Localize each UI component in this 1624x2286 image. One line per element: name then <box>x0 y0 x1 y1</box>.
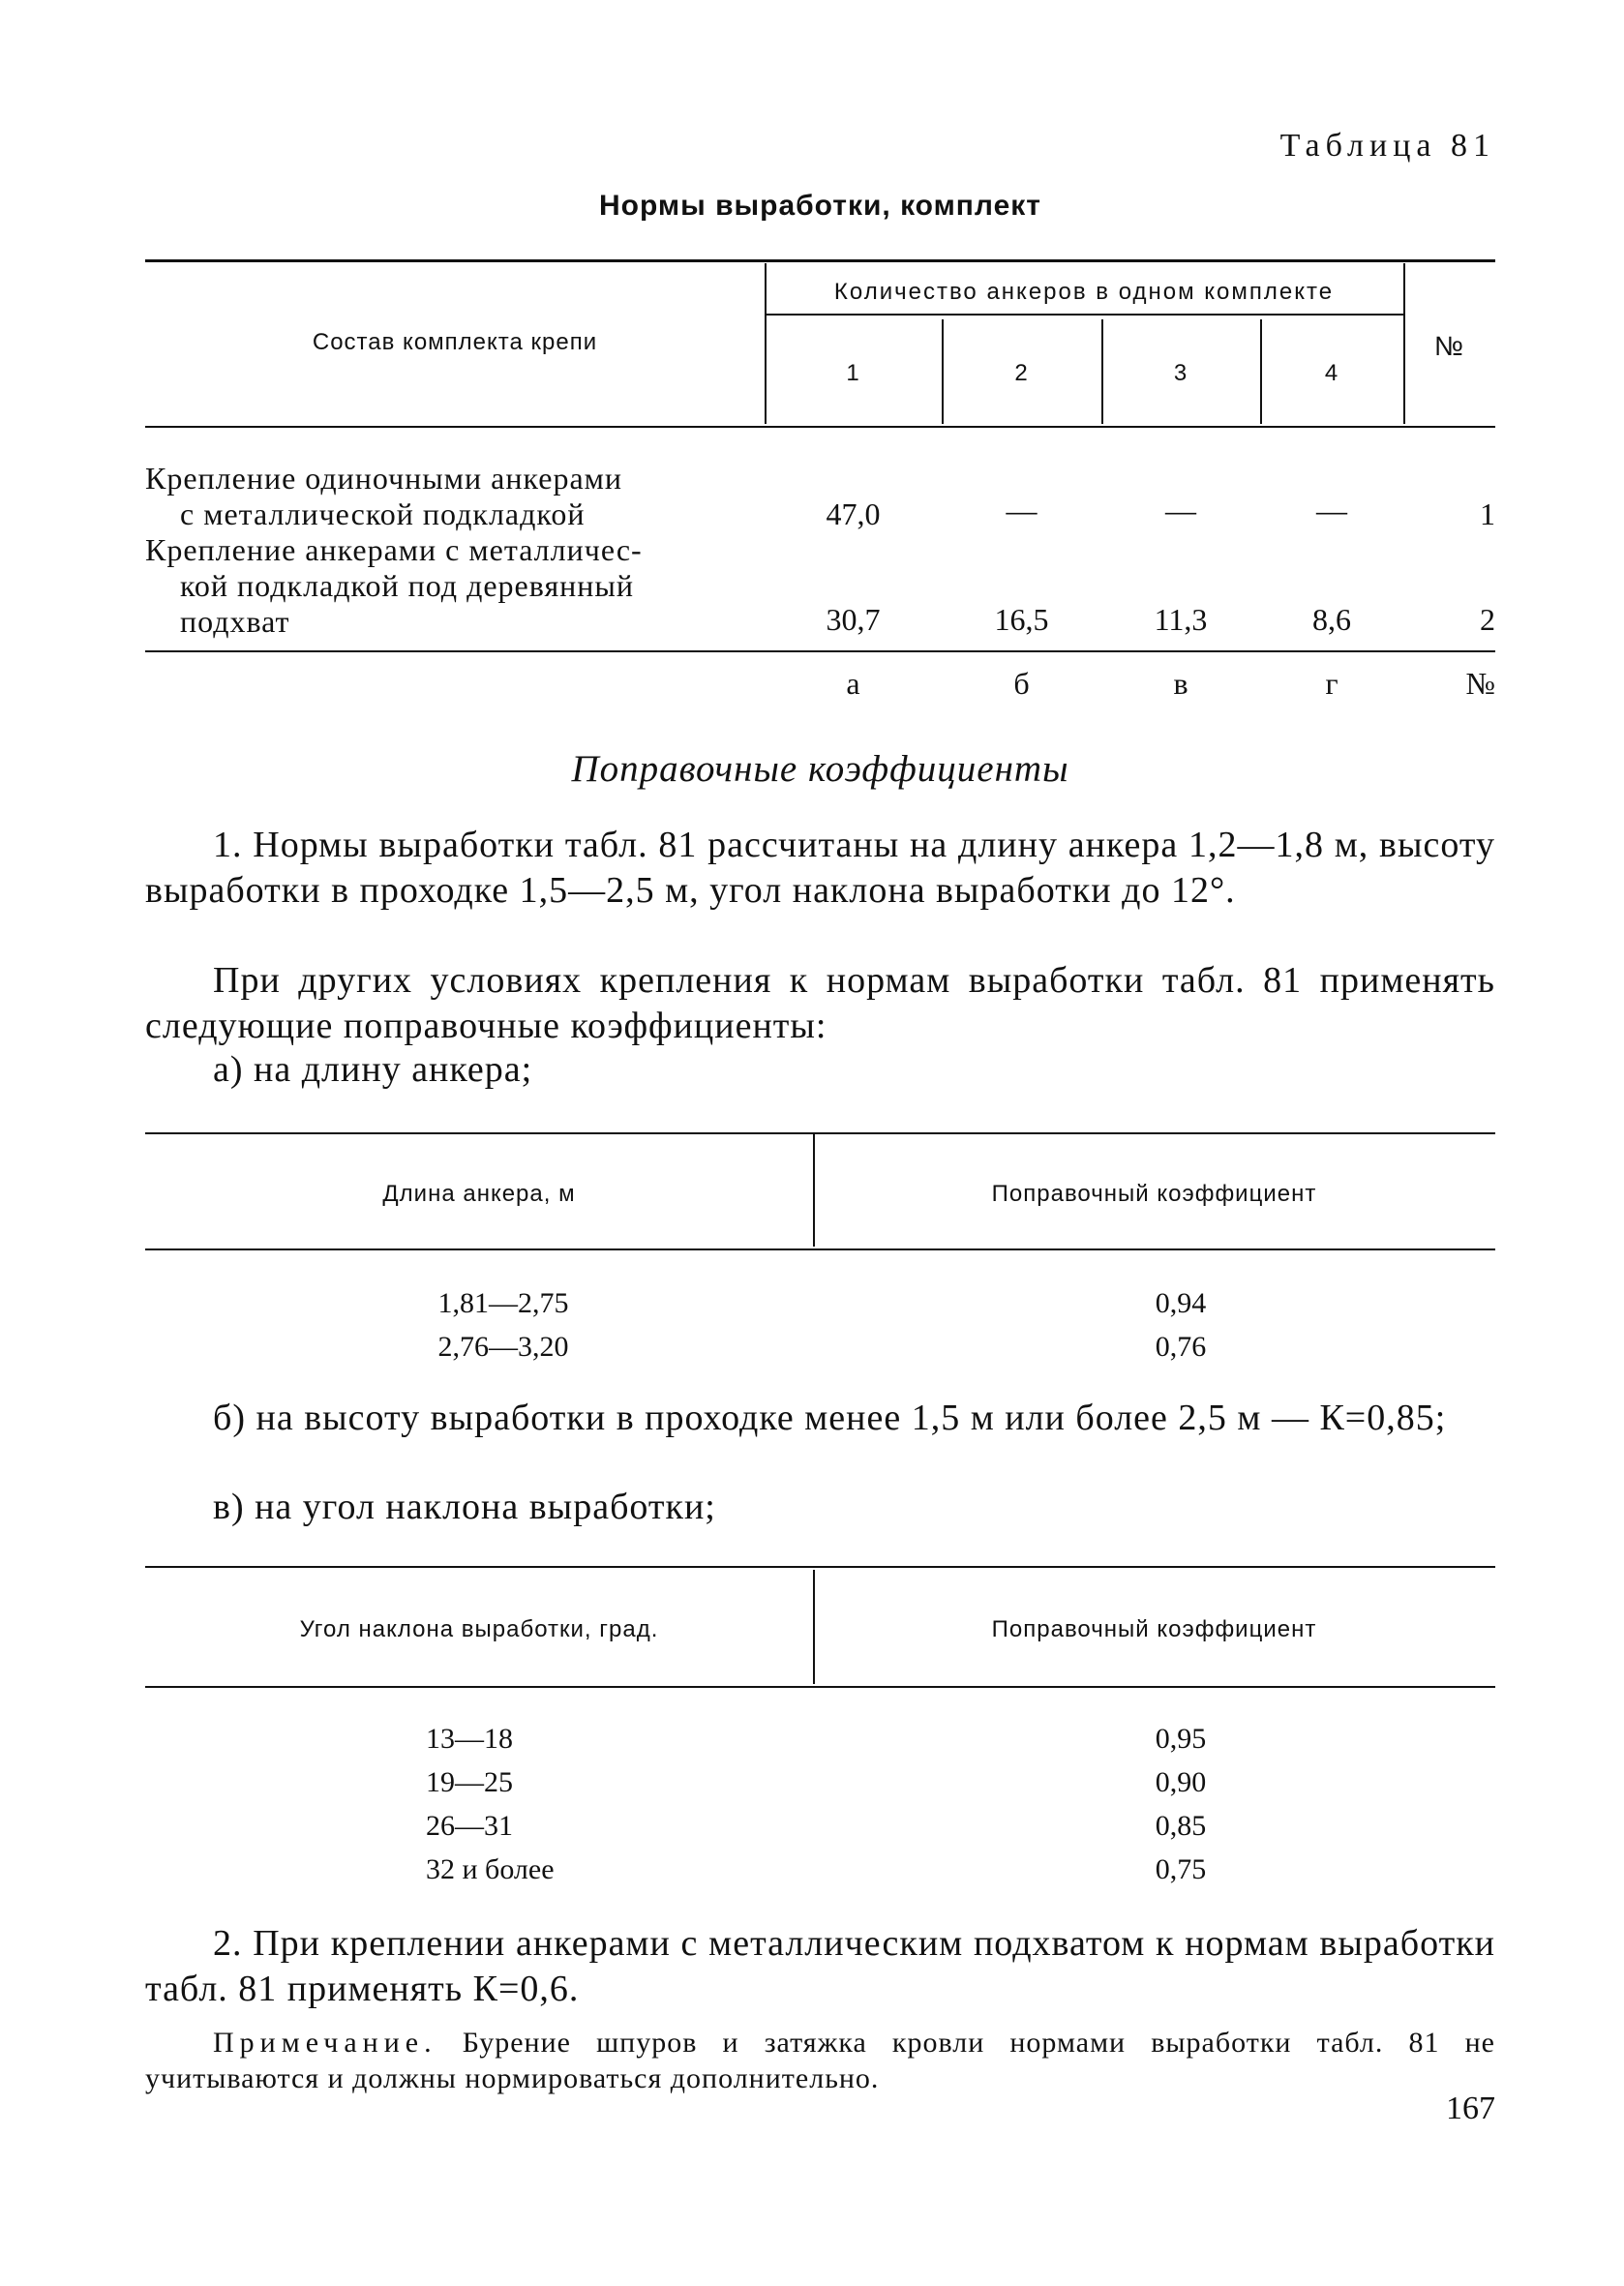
column-letter: б <box>1013 666 1030 701</box>
angle-coef: 0,75 <box>1155 1853 1207 1885</box>
item-a: а) на длину анкера; <box>213 1049 533 1090</box>
table-row-number: 2 <box>1480 602 1495 637</box>
length-table-header-rule <box>145 1248 1495 1250</box>
item-v: в) на угол наклона выработки; <box>213 1487 716 1527</box>
header-count-2: 2 <box>1014 360 1029 386</box>
table-cell: 8,6 <box>1312 602 1351 637</box>
desc-line: с металлической подкладкой <box>180 496 586 531</box>
length-header: Длина анкера, м <box>382 1181 576 1207</box>
table-cell: — <box>1165 493 1196 527</box>
table-title: Нормы выработки, комплект <box>599 190 1041 222</box>
table-row-1-desc <box>145 461 622 532</box>
header-count-3: 3 <box>1173 360 1188 386</box>
table-cell: — <box>1006 493 1038 527</box>
angle-coef: 0,90 <box>1155 1766 1207 1798</box>
length-table-top-rule <box>145 1132 1495 1134</box>
header-count-4: 4 <box>1324 360 1339 386</box>
corrections-heading: Поправочные коэффициенты <box>571 748 1069 790</box>
angle-header: Угол наклона выработки, град. <box>299 1616 659 1642</box>
note-text: Бурение шпуров и затяжка кровли нормами выработки табл. 81 не учитываются и должны нормироваться дополнительно. <box>145 2027 1495 2094</box>
table-cell: 47,0 <box>826 496 881 531</box>
header-number: № <box>1433 331 1465 361</box>
table-row-2-desc <box>145 532 643 640</box>
angle-coef: 0,95 <box>1155 1723 1207 1755</box>
length-range: 2,76—3,20 <box>437 1331 569 1363</box>
angle-table-top-rule <box>145 1566 1495 1568</box>
table-cell: — <box>1316 493 1347 527</box>
column-letter: г <box>1325 666 1338 701</box>
table-cell: 11,3 <box>1154 602 1208 637</box>
angle-range: 13—18 <box>426 1723 513 1755</box>
angle-range: 26—31 <box>426 1810 513 1842</box>
column-letter-number: № <box>1465 666 1495 701</box>
paragraph-1: 1. Нормы выработки табл. 81 рассчитаны на длину анкера 1,2—1,8 м, высоту выработки в проходке 1,5—2,5 м, угол наклона выработки до 12°. <box>145 825 1495 911</box>
desc-line: кой подкладкой под деревянный <box>180 568 635 603</box>
table-top-rule <box>145 259 1495 262</box>
table-header-rule <box>145 426 1495 428</box>
note <box>145 2025 1495 2096</box>
length-coef: 0,76 <box>1155 1331 1207 1363</box>
paragraph-2: При других условиях крепления к нормам выработки табл. 81 применять следующие поправочные коэффициенты: <box>145 960 1495 1046</box>
desc-line: подхват <box>180 604 290 639</box>
table-cell: 30,7 <box>826 602 881 637</box>
table-label: Таблица 81 <box>1279 128 1495 164</box>
item-b: б) на высоту выработки в проходке менее 1,5 м или более 2,5 м — К=0,85; <box>213 1398 1447 1438</box>
page-number: 167 <box>1446 2090 1495 2126</box>
table-cell: 16,5 <box>994 602 1049 637</box>
column-letter: в <box>1173 666 1188 701</box>
angle-range: 32 и более <box>426 1853 555 1885</box>
table-row-number: 1 <box>1480 496 1495 531</box>
table-group-rule <box>765 314 1403 316</box>
table-bottom-rule <box>145 650 1495 652</box>
desc-line: Крепление одиночными анкерами <box>145 461 623 496</box>
length-coef: 0,94 <box>1155 1287 1207 1319</box>
length-range: 1,81—2,75 <box>437 1287 569 1319</box>
desc-line: Крепление анкерами с металличес- <box>145 532 643 567</box>
column-letter: а <box>846 666 860 701</box>
header-count-1: 1 <box>846 360 860 386</box>
header-composition: Состав комплекта крепи <box>312 329 598 355</box>
angle-coef: 0,85 <box>1155 1810 1207 1842</box>
coef-header: Поправочный коэффициент <box>991 1181 1317 1207</box>
header-anchors-count: Количество анкеров в одном комплекте <box>833 279 1335 305</box>
paragraph-3: 2. При креплении анкерами с металлическим подхватом к нормам выработки табл. 81 применять К=0,6. <box>145 1923 1495 2009</box>
coef-header: Поправочный коэффициент <box>991 1616 1317 1642</box>
angle-table-header-rule <box>145 1686 1495 1688</box>
document-page <box>145 0 1495 2286</box>
angle-range: 19—25 <box>426 1766 513 1798</box>
note-label: Примечание. <box>213 2027 437 2059</box>
